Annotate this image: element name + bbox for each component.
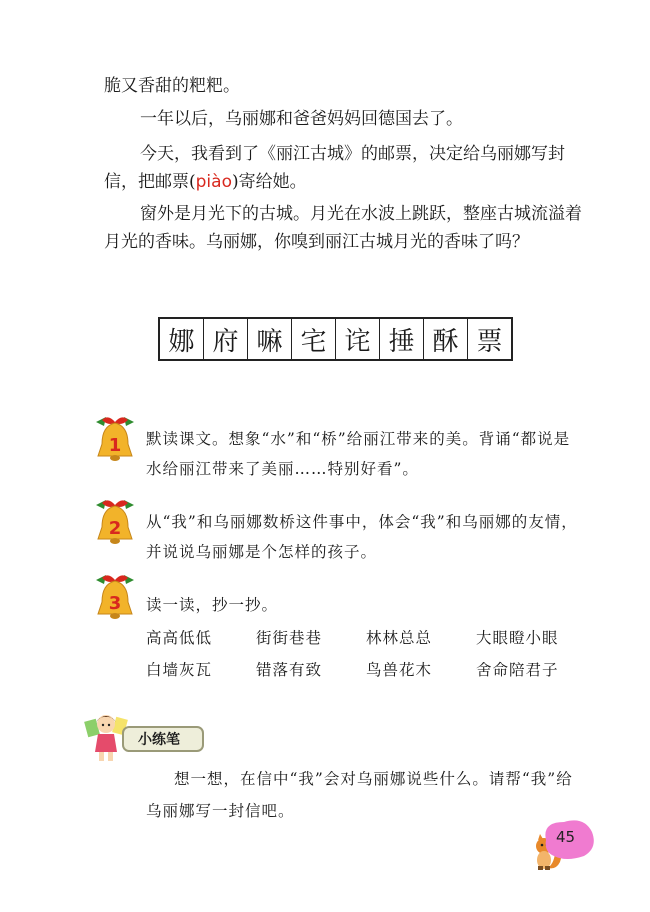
char-cell: 嘛 [247,319,291,359]
new-characters-box [158,317,513,361]
char-cell: 酥 [423,319,467,359]
word-item: 舍命陪君子 [476,661,559,679]
word-list [146,626,586,682]
char-cell: 票 [467,319,511,359]
word-item: 大眼瞪小眼 [476,629,559,647]
page-number-badge [540,818,596,860]
practice-text: 想一想，在信中“我”会对乌丽娜说些什么。请帮“我”给乌丽娜写一封信吧。 [146,770,573,820]
word-item: 林林总总 [366,629,433,647]
word-item: 高高低低 [146,629,213,647]
word-item: 街街巷巷 [256,629,323,647]
bell-icon [92,497,138,549]
practice-label: 小练笔 [122,726,204,752]
exercise-2-text: 从“我”和乌丽娜数桥这件事中，体会“我”和乌丽娜的友情，并说说乌丽娜是个怎样的孩子。 [146,513,578,561]
passage-paragraph-3: 窗外是月光下的古城。月光在水波上跳跃，整座古城流溢着月光的香味。乌丽娜，你嗅到丽江古城月光的香味了吗？ [104,204,582,252]
char-cell: 捶 [379,319,423,359]
word-item: 错落有致 [256,661,323,679]
exercise-number: 2 [108,518,122,539]
word-item: 白墙灰瓦 [146,661,213,679]
passage-paragraph-2: 今天，我看到了《丽江古城》的邮票，决定给乌丽娜写封信，把邮票(piào)寄给她。 [104,144,565,192]
char-cell: 宅 [291,319,335,359]
word-item: 鸟兽花木 [366,661,433,679]
page-number: 45 [556,828,576,846]
bell-icon [92,572,138,624]
char-cell: 娜 [168,326,195,357]
passage-paragraph-1: 一年以后，乌丽娜和爸爸妈妈回德国去了。 [140,109,463,129]
exercise-1-text: 默读课文。想象“水”和“桥”给丽江带来的美。背诵“都说是水给丽江带来了美丽……特别好看”。 [146,430,571,478]
char-cell: 诧 [335,319,379,359]
passage-line: 脆又香甜的粑粑。 [104,76,240,96]
bell-icon [92,414,138,466]
pinyin-annotation: piào [195,172,232,192]
exercise-number: 1 [108,435,122,456]
exercise-number: 3 [108,593,122,614]
char-cell: 府 [203,319,247,359]
exercise-3-text: 读一读，抄一抄。 [146,596,279,614]
